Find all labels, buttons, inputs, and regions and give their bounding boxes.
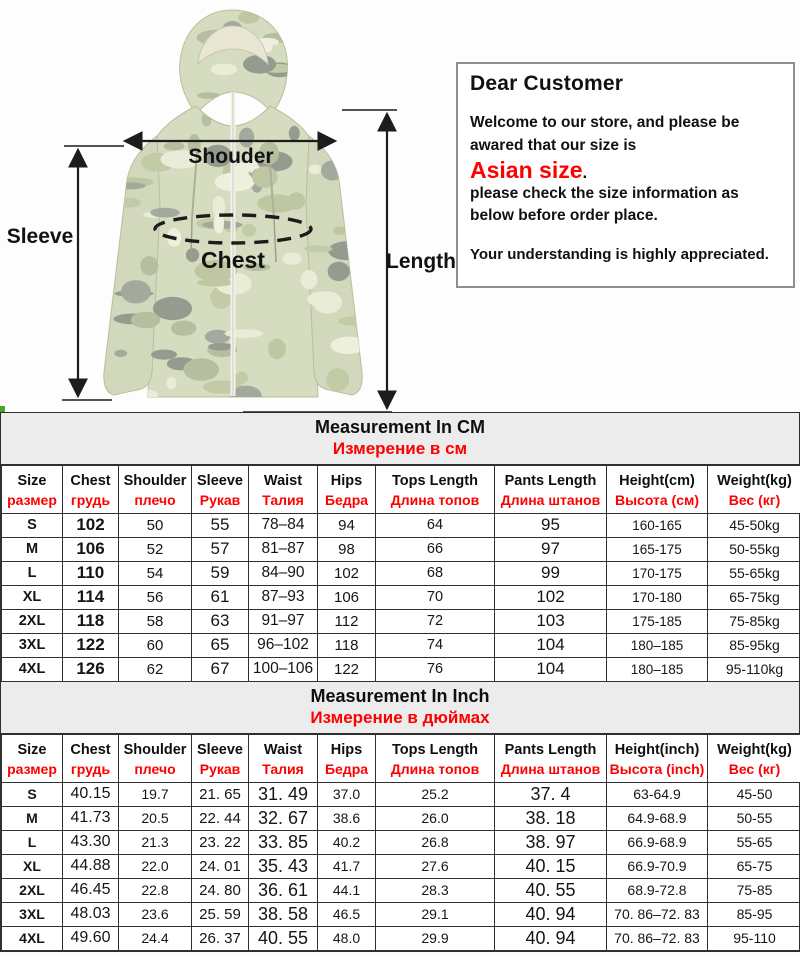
- camo-blob: [328, 241, 365, 260]
- shoulder-label: Shouder: [188, 145, 274, 168]
- camo-blob: [309, 165, 322, 175]
- table-cell: L: [2, 561, 63, 585]
- table-cell: 3XL: [2, 902, 63, 926]
- table-cell: 24. 01: [192, 854, 249, 878]
- inch-table-title: [1, 682, 799, 734]
- table-cell: 66.9-70.9: [607, 854, 708, 878]
- table-cell: 25.2: [376, 782, 495, 806]
- table-cell: 40.15: [63, 782, 119, 806]
- inch-title-en: Measurement In Inch: [310, 685, 490, 706]
- cm-title-ru: Измерение в см: [332, 439, 468, 459]
- table-cell: 28.3: [376, 878, 495, 902]
- table-cell: 31. 49: [249, 782, 318, 806]
- table-cell: 4XL: [2, 657, 63, 681]
- table-cell: 40. 94: [495, 926, 607, 950]
- camo-blob: [150, 208, 179, 218]
- sleeve-label: Sleeve: [6, 225, 74, 248]
- column-header: Height(cm) Высота (см): [607, 465, 708, 513]
- table-cell: 67: [192, 657, 249, 681]
- table-cell: M: [2, 806, 63, 830]
- table-cell: 33. 85: [249, 830, 318, 854]
- table-cell: S: [2, 513, 63, 537]
- size-tables-container: [0, 412, 800, 952]
- table-cell: 55: [192, 513, 249, 537]
- table-row: [2, 782, 800, 806]
- header-row: [2, 465, 800, 513]
- column-header: Weight(kg) Вес (кг): [708, 465, 800, 513]
- table-cell: 72: [376, 609, 495, 633]
- table-row: [2, 878, 800, 902]
- table-cell: 59: [192, 561, 249, 585]
- table-cell: 41.73: [63, 806, 119, 830]
- camo-blob: [140, 256, 158, 275]
- table-cell: 170-180: [607, 585, 708, 609]
- camo-blob: [321, 160, 344, 180]
- table-cell: 44.88: [63, 854, 119, 878]
- camo-blob: [238, 11, 259, 23]
- table-cell: 58: [119, 609, 192, 633]
- table-cell: 122: [63, 633, 119, 657]
- table-cell: 37. 4: [495, 782, 607, 806]
- table-cell: 106: [63, 537, 119, 561]
- table-cell: 40. 55: [495, 878, 607, 902]
- table-cell: 57: [192, 537, 249, 561]
- notice-footer: Your understanding is highly appreciated.: [470, 245, 769, 263]
- size-table-cm: [1, 465, 800, 682]
- table-cell: 84–90: [249, 561, 318, 585]
- table-cell: 2XL: [2, 878, 63, 902]
- table-cell: 78–84: [249, 513, 318, 537]
- table-cell: 65-75kg: [708, 585, 800, 609]
- table-row: [2, 609, 800, 633]
- camo-blob: [329, 138, 347, 148]
- table-cell: 160-165: [607, 513, 708, 537]
- table-cell: 44.1: [318, 878, 376, 902]
- camo-blob: [287, 192, 305, 209]
- table-cell: 66: [376, 537, 495, 561]
- table-cell: 87–93: [249, 585, 318, 609]
- table-cell: 22.0: [119, 854, 192, 878]
- camo-blob: [151, 350, 177, 360]
- camo-blob: [90, 59, 124, 78]
- camo-blob: [197, 92, 220, 99]
- table-row: [2, 537, 800, 561]
- camo-blob: [114, 58, 129, 70]
- table-cell: 38. 97: [495, 830, 607, 854]
- table-cell: 21. 65: [192, 782, 249, 806]
- column-header: Shoulder плечо: [119, 465, 192, 513]
- table-cell: 46.45: [63, 878, 119, 902]
- table-cell: 46.5: [318, 902, 376, 926]
- camo-blob: [202, 112, 212, 126]
- table-cell: 32. 67: [249, 806, 318, 830]
- table-row: [2, 633, 800, 657]
- camo-blob: [164, 142, 185, 151]
- table-cell: 63-64.9: [607, 782, 708, 806]
- camo-blob: [333, 226, 346, 235]
- table-cell: 66.9-68.9: [607, 830, 708, 854]
- camo-blob: [338, 316, 380, 326]
- camo-blob: [121, 280, 151, 303]
- table-cell: 70. 86–72. 83: [607, 902, 708, 926]
- table-cell: 24. 80: [192, 878, 249, 902]
- camo-blob: [268, 338, 286, 359]
- camo-blob: [133, 389, 158, 399]
- table-cell: 48.03: [63, 902, 119, 926]
- table-cell: 19.7: [119, 782, 192, 806]
- table-cell: 104: [495, 657, 607, 681]
- table-cell: 95-110kg: [708, 657, 800, 681]
- camo-blob: [153, 97, 188, 105]
- table-cell: 180–185: [607, 633, 708, 657]
- asian-size-highlight: Asian size: [470, 156, 583, 183]
- jacket-illustration: [0, 0, 455, 412]
- column-header: Sleeve Рукав: [192, 465, 249, 513]
- table-cell: 122: [318, 657, 376, 681]
- table-cell: 106: [318, 585, 376, 609]
- camo-blob: [208, 343, 233, 351]
- camo-blob: [352, 203, 363, 216]
- table-cell: 65: [192, 633, 249, 657]
- table-cell: 54: [119, 561, 192, 585]
- camo-blob: [171, 321, 197, 336]
- table-cell: 22.8: [119, 878, 192, 902]
- camo-blob: [312, 71, 334, 85]
- table-row: [2, 806, 800, 830]
- table-row: [2, 926, 800, 950]
- table-cell: 25. 59: [192, 902, 249, 926]
- table-cell: 61: [192, 585, 249, 609]
- table-cell: 64: [376, 513, 495, 537]
- table-cell: 68.9-72.8: [607, 878, 708, 902]
- table-cell: 102: [495, 585, 607, 609]
- table-cell: 74: [376, 633, 495, 657]
- camo-blob: [344, 128, 369, 143]
- camo-blob: [218, 99, 242, 114]
- table-cell: 75-85: [708, 878, 800, 902]
- table-cell: 114: [63, 585, 119, 609]
- table-row: [2, 657, 800, 681]
- notice-intro: Welcome to our store, and please be awared that our size is: [470, 114, 740, 155]
- camo-blob: [101, 141, 127, 165]
- table-cell: 118: [318, 633, 376, 657]
- camo-blob: [102, 101, 129, 117]
- table-cell: 36. 61: [249, 878, 318, 902]
- table-cell: 85-95: [708, 902, 800, 926]
- table-cell: 23. 22: [192, 830, 249, 854]
- column-header: Waist Талия: [249, 465, 318, 513]
- table-cell: 48.0: [318, 926, 376, 950]
- camo-blob: [283, 252, 302, 264]
- camo-blob: [242, 224, 256, 237]
- camo-blob: [183, 358, 219, 381]
- table-cell: 2XL: [2, 609, 63, 633]
- camo-blob: [144, 119, 155, 136]
- camo-blob: [326, 368, 349, 391]
- column-header: Pants Length Длина штанов: [495, 465, 607, 513]
- table-row: [2, 902, 800, 926]
- table-cell: 99: [495, 561, 607, 585]
- table-cell: 180–185: [607, 657, 708, 681]
- table-cell: XL: [2, 854, 63, 878]
- table-row: [2, 585, 800, 609]
- table-cell: XL: [2, 585, 63, 609]
- table-cell: 52: [119, 537, 192, 561]
- table-cell: 175-185: [607, 609, 708, 633]
- column-header: Chest грудь: [63, 734, 119, 782]
- camo-blob: [211, 64, 237, 76]
- table-cell: 165-175: [607, 537, 708, 561]
- column-header: Hips Бедра: [318, 734, 376, 782]
- table-cell: 70. 86–72. 83: [607, 926, 708, 950]
- cm-title-en: Measurement In CM: [314, 417, 486, 437]
- table-cell: 112: [318, 609, 376, 633]
- inch-title-ru: Измерение в дюймах: [310, 708, 490, 728]
- column-header: Chest грудь: [63, 465, 119, 513]
- table-cell: 26.8: [376, 830, 495, 854]
- camo-blob: [233, 112, 255, 122]
- table-cell: 37.0: [318, 782, 376, 806]
- table-cell: 40.2: [318, 830, 376, 854]
- table-cell: 104: [495, 633, 607, 657]
- table-cell: 60: [119, 633, 192, 657]
- table-row: [2, 830, 800, 854]
- table-cell: 38. 18: [495, 806, 607, 830]
- table-cell: 126: [63, 657, 119, 681]
- chest-label: Chest: [201, 247, 265, 273]
- table-cell: 91–97: [249, 609, 318, 633]
- table-cell: 3XL: [2, 633, 63, 657]
- column-header: Weight(kg) Вес (кг): [708, 734, 800, 782]
- table-cell: 41.7: [318, 854, 376, 878]
- camo-blob: [90, 126, 121, 133]
- table-cell: 29.9: [376, 926, 495, 950]
- customer-notice-box: [456, 62, 795, 288]
- table-cell: 38.6: [318, 806, 376, 830]
- table-cell: 96–102: [249, 633, 318, 657]
- camo-blob: [126, 16, 168, 39]
- length-label: Length: [386, 250, 455, 273]
- column-header: Size размер: [2, 734, 63, 782]
- column-header: Shoulder плечо: [119, 734, 192, 782]
- camo-blob: [235, 372, 248, 384]
- table-row: [2, 854, 800, 878]
- column-header: Pants Length Длина штанов: [495, 734, 607, 782]
- table-cell: L: [2, 830, 63, 854]
- table-cell: M: [2, 537, 63, 561]
- header-row: [2, 734, 800, 782]
- camo-blob: [117, 198, 141, 208]
- size-table-inch: [1, 734, 800, 951]
- table-cell: 20.5: [119, 806, 192, 830]
- jacket-measurement-diagram: [0, 0, 455, 412]
- column-header: Tops Length Длина топов: [376, 734, 495, 782]
- table-cell: 64.9-68.9: [607, 806, 708, 830]
- table-cell: 62: [119, 657, 192, 681]
- camo-blob: [96, 161, 129, 179]
- table-cell: 76: [376, 657, 495, 681]
- table-cell: 97: [495, 537, 607, 561]
- table-cell: 50-55: [708, 806, 800, 830]
- camo-blob: [347, 241, 368, 253]
- camo-blob: [114, 350, 127, 357]
- table-cell: 95: [495, 513, 607, 537]
- table-row: [2, 513, 800, 537]
- table-cell: 49.60: [63, 926, 119, 950]
- highlight-period: .: [582, 162, 588, 182]
- table-cell: 81–87: [249, 537, 318, 561]
- column-header: Hips Бедра: [318, 465, 376, 513]
- camo-blob: [126, 0, 165, 21]
- table-cell: 63: [192, 609, 249, 633]
- table-cell: 22. 44: [192, 806, 249, 830]
- table-cell: 70: [376, 585, 495, 609]
- notice-body: please check the size information as below before order place.: [470, 184, 739, 225]
- column-header: Waist Талия: [249, 734, 318, 782]
- table-cell: 35. 43: [249, 854, 318, 878]
- table-cell: 118: [63, 609, 119, 633]
- table-cell: 21.3: [119, 830, 192, 854]
- table-cell: 98: [318, 537, 376, 561]
- table-cell: 24.4: [119, 926, 192, 950]
- table-cell: 65-75: [708, 854, 800, 878]
- camo-blob: [225, 329, 264, 338]
- table-cell: 75-85kg: [708, 609, 800, 633]
- column-header: Height(inch) Высота (inch): [607, 734, 708, 782]
- table-cell: 4XL: [2, 926, 63, 950]
- camo-blob: [131, 312, 160, 329]
- table-row: [2, 561, 800, 585]
- table-cell: 45-50kg: [708, 513, 800, 537]
- camo-blob: [301, 270, 318, 289]
- table-cell: 40. 15: [495, 854, 607, 878]
- table-cell: 95-110: [708, 926, 800, 950]
- table-cell: 103: [495, 609, 607, 633]
- camo-blob: [331, 337, 366, 355]
- camo-blob: [108, 142, 126, 153]
- table-cell: 23.6: [119, 902, 192, 926]
- camo-blob: [166, 377, 176, 389]
- column-header: Sleeve Рукав: [192, 734, 249, 782]
- table-cell: 40. 55: [249, 926, 318, 950]
- table-cell: 55-65kg: [708, 561, 800, 585]
- camo-blob: [313, 291, 342, 313]
- table-cell: 68: [376, 561, 495, 585]
- table-cell: 45-50: [708, 782, 800, 806]
- camo-blob: [97, 98, 111, 110]
- camo-blob: [87, 196, 113, 202]
- table-cell: 170-175: [607, 561, 708, 585]
- table-cell: 94: [318, 513, 376, 537]
- table-cell: 102: [63, 513, 119, 537]
- table-cell: 50: [119, 513, 192, 537]
- table-cell: 26.0: [376, 806, 495, 830]
- camo-blob: [304, 245, 332, 252]
- camo-blob: [183, 9, 195, 28]
- table-cell: 40. 94: [495, 902, 607, 926]
- cm-table-title: [1, 413, 799, 465]
- table-cell: 29.1: [376, 902, 495, 926]
- table-cell: 50-55kg: [708, 537, 800, 561]
- camo-blob: [197, 279, 233, 287]
- camo-blob: [124, 92, 149, 100]
- camo-blob: [206, 101, 243, 112]
- camo-blob: [110, 182, 146, 189]
- notice-highlight-line: [470, 158, 781, 183]
- table-cell: 26. 37: [192, 926, 249, 950]
- table-cell: 85-95kg: [708, 633, 800, 657]
- camo-blob: [186, 248, 199, 262]
- table-cell: 55-65: [708, 830, 800, 854]
- table-cell: 102: [318, 561, 376, 585]
- table-cell: 43.30: [63, 830, 119, 854]
- table-cell: S: [2, 782, 63, 806]
- camo-blob: [328, 262, 350, 281]
- notice-title: Dear Customer: [470, 72, 624, 95]
- table-cell: 38. 58: [249, 902, 318, 926]
- table-cell: 100–106: [249, 657, 318, 681]
- table-cell: 56: [119, 585, 192, 609]
- camo-blob: [289, 126, 300, 141]
- camo-blob: [304, 59, 320, 65]
- table-cell: 110: [63, 561, 119, 585]
- camo-blob: [139, 20, 152, 26]
- camo-blob: [252, 166, 278, 188]
- column-header: Tops Length Длина топов: [376, 465, 495, 513]
- column-header: Size размер: [2, 465, 63, 513]
- table-cell: 27.6: [376, 854, 495, 878]
